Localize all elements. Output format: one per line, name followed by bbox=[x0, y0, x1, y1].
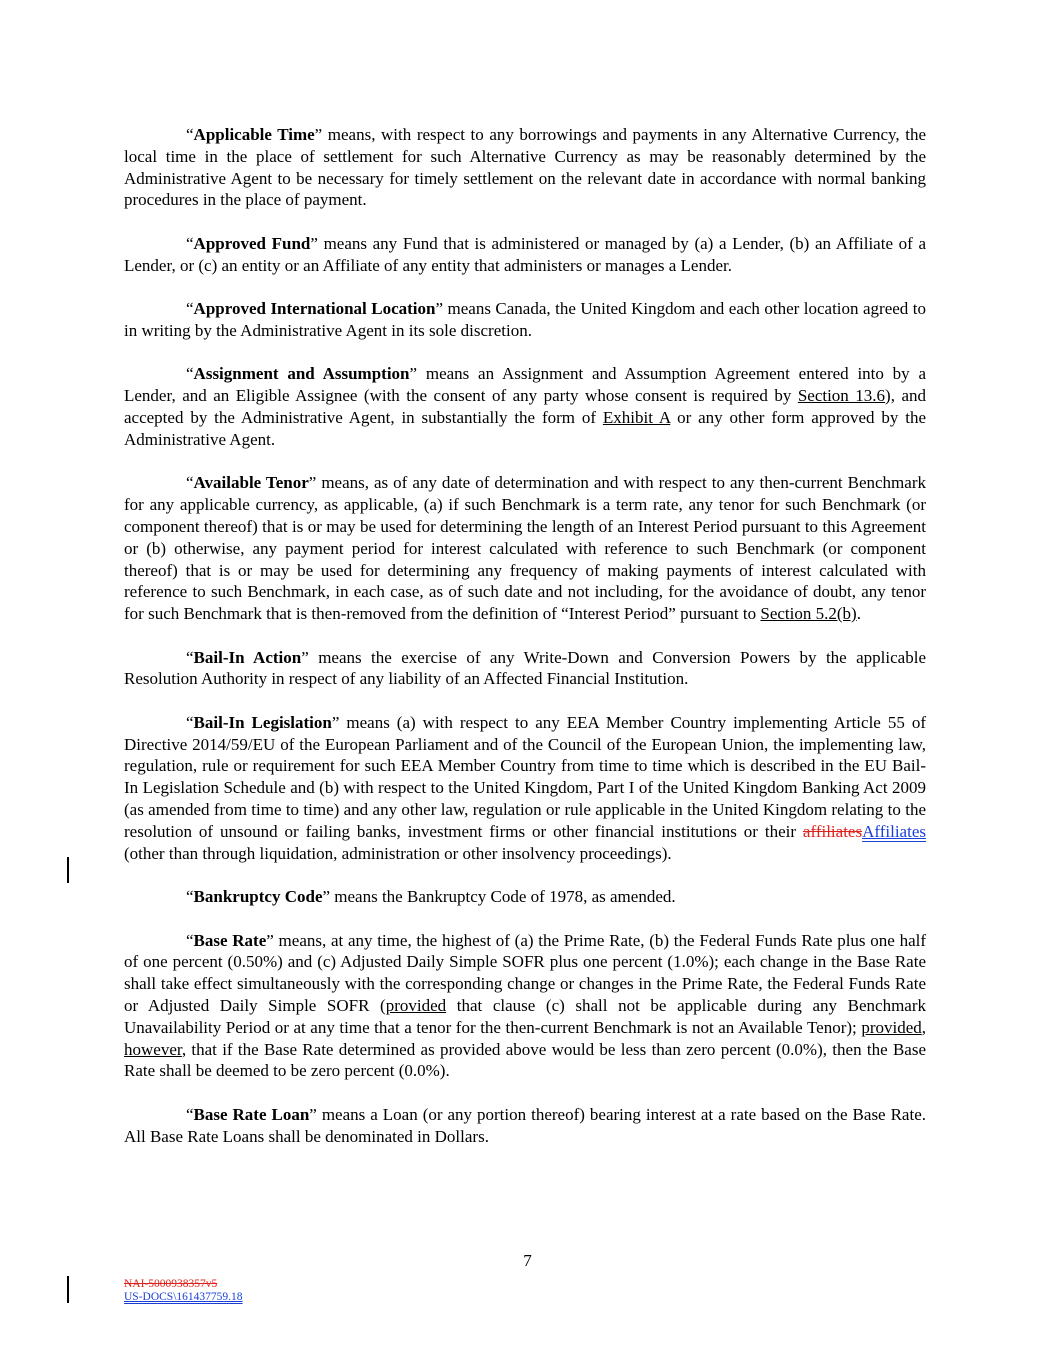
section-13-6-reference: Section 13.6 bbox=[797, 386, 886, 406]
definition-available-tenor: “Available Tenor” means, as of any date of determination and with respect to any then-current Benchmark for any applicable currency, as applicable, (a) if such Benchmark is a term rate, any tenor for such Benchmark (or component thereof) that is or may be used for determining the length of an Interest Period pursuant to this Agreement or (b) otherwise, any payment period for interest calculated with reference to such Benchmark (or component thereof) that is or may be used for determining any frequency of making payments of interest calculated with reference to such Benchmark, in each case, as of such date and not including, for the avoidance of doubt, any tenor for such Benchmark that is then-removed from the definition of “Interest Period” pursuant to Section 5.2(b). bbox=[124, 473, 926, 624]
definition-bankruptcy-code: “Bankruptcy Code” means the Bankruptcy Code of 1978, as amended. bbox=[186, 887, 676, 907]
defined-term: Available Tenor bbox=[193, 473, 309, 493]
exhibit-a-reference: Exhibit A bbox=[602, 408, 671, 428]
defined-term: Bankruptcy Code bbox=[193, 887, 323, 907]
section-5-2-b-reference: Section 5.2(b) bbox=[760, 604, 857, 624]
defined-term: Approved International Location bbox=[193, 299, 436, 319]
change-bar bbox=[67, 1276, 69, 1303]
defined-term: Bail-In Legislation bbox=[193, 712, 332, 732]
definition-base-rate-loan: “Base Rate Loan” means a Loan (or any portion thereof) bearing interest at a rate based on the Base Rate. All Base Rate Loans shall be denominated in Dollars. bbox=[124, 1104, 926, 1146]
deleted-text: affiliates bbox=[802, 821, 863, 841]
deleted-doc-id: NAI-5000938357v5 bbox=[124, 1278, 218, 1290]
definition-bail-in-legislation: “Bail-In Legislation” means (a) with respect to any EEA Member Country implementing Article 55 of Directive 2014/59/EU of the European Parliament and of the Council of the European Union, the implementing law, regulation, rule or requirement for such EEA Member Country from time to time which is described in the EU Bail-In Legislation Schedule and (b) with respect to the United Kingdom, Part I of the United Kingdom Banking Act 2009 (as amended from time to time) and any other law, regulation or rule applicable in the United Kingdom relating to the resolution of unsound or failing banks, investment firms or other financial institutions or their affiliatesAffiliates (other than through liquidation, administration or other insolvency proceedings). bbox=[124, 712, 926, 863]
definition-base-rate: “Base Rate” means, at any time, the highest of (a) the Prime Rate, (b) the Federal Funds Rate plus one half of one percent (0.50%) and (c) Adjusted Daily Simple SOFR plus one percent (1.0%); each change in the Base Rate shall take effect simultaneously with the corresponding change or changes in the Prime Rate, the Federal Funds Rate or Adjusted Daily Simple SOFR (provided that clause (c) shall not be applicable during any Benchmark Unavailability Period or at any time that a tenor for the then-current Benchmark is not an Available Tenor); provided, however, that if the Base Rate determined as provided above would be less than zero percent (0.0%), then the Base Rate shall be deemed to be zero percent (0.0%). bbox=[124, 930, 927, 1081]
definition-approved-international-location: “Approved International Location” means Canada, the United Kingdom and each other location agreed to in writing by the Administrative Agent in its sole discretion. bbox=[124, 299, 926, 340]
definition-assignment-and-assumption: “Assignment and Assumption” means an Assignment and Assumption Agreement entered into by a Lender, and an Eligible Assignee (with the consent of any party whose consent is required by Section 13.6), and accepted by the Administrative Agent, in substantially the form of Exhibit A or any other form approved by the Administrative Agent. bbox=[124, 364, 927, 449]
definition-approved-fund: “Approved Fund” means any Fund that is administered or managed by (a) a Lender, (b) an Affiliate of a Lender, or (c) an entity or an Affiliate of any entity that administers or manages a Lender. bbox=[124, 233, 926, 275]
defined-term: Base Rate Loan bbox=[193, 1104, 310, 1124]
provided-underlined: provided bbox=[385, 996, 447, 1015]
defined-term: Applicable Time bbox=[193, 125, 315, 144]
inserted-text: Affiliates bbox=[862, 821, 926, 841]
defined-term: Base Rate bbox=[193, 930, 267, 950]
defined-term: Approved Fund bbox=[193, 233, 311, 253]
definition-applicable-time: “Applicable Time” means, with respect to any borrowings and payments in any Alternative Currency, the local time in the place of settlement for such Alternative Currency as may be reasonably determined by the Administrative Agent to be necessary for timely settlement on the relevant date in accordance with normal banking procedures in the place of payment. bbox=[124, 125, 926, 210]
document-page bbox=[124, 124, 926, 1169]
inserted-doc-id: US-DOCS\161437759.18 bbox=[124, 1290, 243, 1303]
footer-doc-id bbox=[124, 1278, 243, 1303]
provided-underlined: provided bbox=[861, 1017, 922, 1037]
however-underlined: however bbox=[124, 1039, 182, 1059]
definition-bail-in-action: “Bail-In Action” means the exercise of any Write-Down and Conversion Powers by the applicable Resolution Authority in respect of any liability of an Affected Financial Institution. bbox=[124, 647, 926, 689]
defined-term: Assignment and Assumption bbox=[193, 364, 410, 384]
page-number: 7 bbox=[523, 1251, 532, 1270]
change-bar bbox=[67, 857, 69, 883]
defined-term: Bail-In Action bbox=[193, 647, 302, 667]
